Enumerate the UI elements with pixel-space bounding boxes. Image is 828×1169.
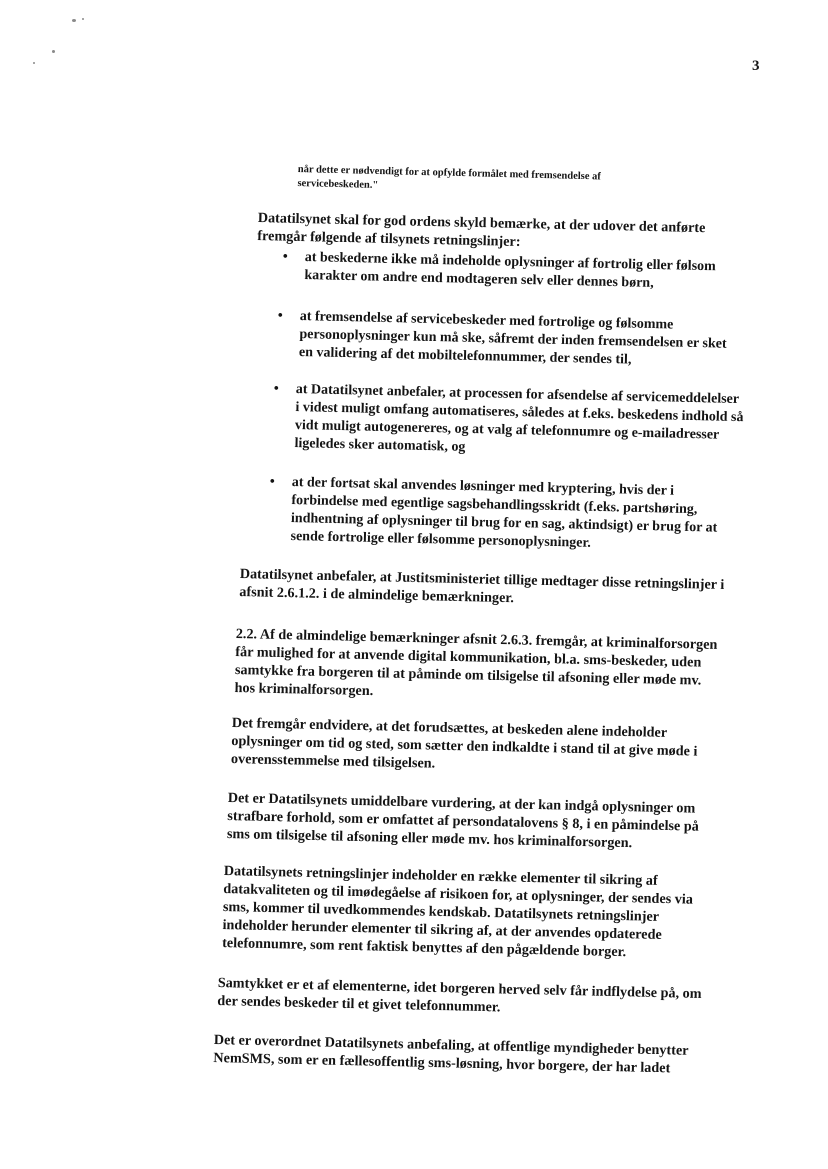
assessment-paragraph: Det er Datatilsynets umiddelbare vurdering, at der kan indgå oplysninger om strafbare forhold, som er omfattet af persondatalovens § 8, i en påmindelse på sms om tilsigelse til afsoning eller møde mv. hos kriminalforsorgen. <box>226 789 700 852</box>
bullet-text: at der fortsat skal anvendes løsninger med kryptering, hvis der i forbindelse med egentlige sagsbehandlingsskridt (f.eks. partshøring, indhentning af oplysninger til brug for en sag, aktindsigt) er brug for at sende fortrolige eller følsomme personoplysninger. <box>290 474 718 551</box>
nemsms-paragraph: Det er overordnet Datatilsynets anbefaling, at offentlige myndigheder benytter NemSMS, som er en fællesoffentlig sms-løsning, hvor borgere, der har ladet <box>213 1031 689 1077</box>
section-2-2-paragraph: 2.2. Af de almindelige bemærkninger afsnit 2.6.3. fremgår, at kriminalforsorgen får mulighed for at anvende digital kommunikation, bl.a. sms-beskeder, uden samtykke fra borgeren til at påminde om tilsigelse til afsoning eller møde mv. hos kriminalforsorgen. <box>234 625 718 700</box>
quote-continuation: når dette er nødvendigt for at opfylde formålet med fremsendelse af servicebeskeden." <box>297 163 601 191</box>
scan-speck <box>72 19 76 22</box>
bullet-text: at Datatilsynet anbefaler, at processen for afsendelse af servicemeddelelser i videst muligt omfang automatiseres, således at f.eks. beskedens indhold så vidt muligt autogenereres, og at valg af telefonnumre og e-mailadresser ligeledes sker automatisk, og <box>294 381 744 455</box>
recommendation-paragraph: Datatilsynet anbefaler, at Justitsministeriet tillige medtager disse retningslinjer i afsnit 2.6.1.2. i de almindelige bemærkninger. <box>239 565 725 607</box>
bullet-dot: • <box>282 249 288 265</box>
page-number: 3 <box>752 58 760 74</box>
bullet-dot: • <box>273 381 279 397</box>
bullet-item <box>269 474 724 556</box>
intro-paragraph: Datatilsynet skal for god ordens skyld bemærke, at der udover det anførte fremgår følgende af tilsynets retningslinjer: <box>257 209 706 250</box>
consent-paragraph: Samtykket er et af elementerne, idet borgeren herved selv får indflydelse på, om der sendes beskeder til et givet telefonnummer. <box>217 974 702 1016</box>
bullet-item <box>282 249 745 295</box>
bullet-text: at beskederne ikke må indeholde oplysninger af fortrolig eller følsom karakter om andre end modtageren selv eller dennes børn, <box>304 249 716 291</box>
bullet-dot: • <box>277 308 283 324</box>
scan-speck <box>82 18 84 20</box>
bullet-dot: • <box>269 474 275 490</box>
bullet-text: at fremsendelse af servicebeskeder med fortrolige og følsomme personoplysninger kun må ske, såfremt der inden fremsendelsen er sket en validering af det mobiltelefonnummer, der sendes til, <box>298 308 727 368</box>
bullet-item <box>273 381 746 463</box>
scan-speck <box>52 50 55 53</box>
scan-speck <box>33 62 35 64</box>
guidelines-paragraph: Datatilsynets retningslinjer indeholder en række elementer til sikring af datakvaliteten og til imødegåelse af risikoen for, at oplysninger, der sendes via sms, kommer til uvedkommendes kendskab. Datatilsynets retningslinjer indeholder herunder elementer til sikring af, at der anvendes opdaterede telefonnumre, som rent faktisk benyttes af den pågældende borger. <box>221 862 694 961</box>
furthermore-paragraph: Det fremgår endvidere, at det forudsættes, at beskeden alene indeholder oplysninger om tid og sted, som sætter den indkaldte i stand til at give møde i overensstemmelse med tilsigelsen. <box>230 714 698 772</box>
bullet-item <box>277 308 735 372</box>
